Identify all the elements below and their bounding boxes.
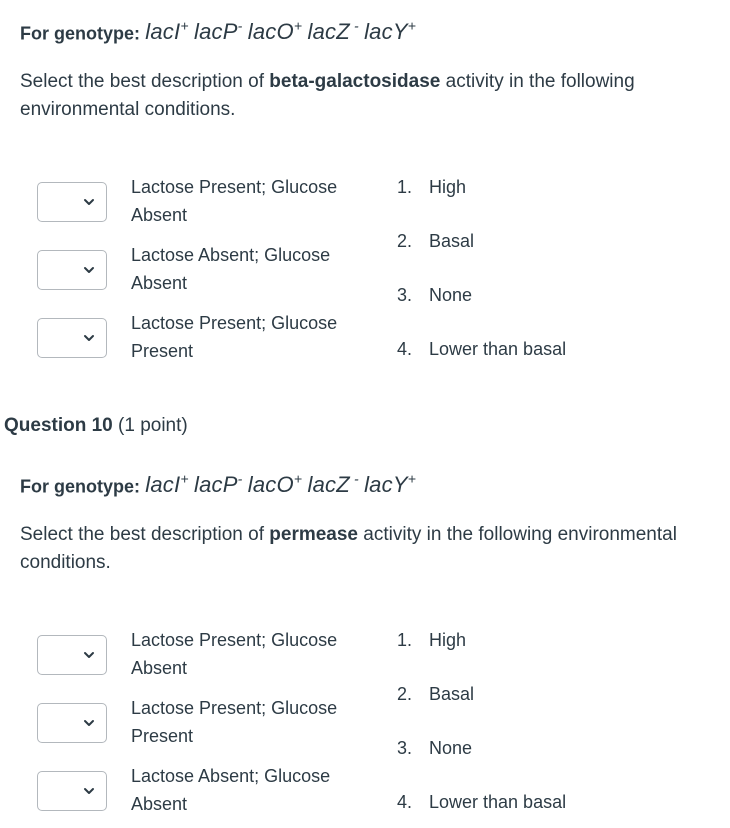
q9-genotype-line — [20, 18, 416, 45]
q10-genotype-lacp: lacP- — [194, 471, 243, 498]
chevron-down-icon — [82, 263, 96, 277]
q10-option-3: 3. None — [397, 738, 473, 758]
q9-genotype-laci: lacI+ — [145, 18, 189, 45]
q10-condition-1: Lactose Present; Glucose Absent — [131, 630, 338, 678]
chevron-down-icon — [82, 716, 96, 730]
q9-select-2[interactable] — [37, 250, 107, 290]
chevron-down-icon — [82, 648, 96, 662]
q10-genotype-lacy: lacY+ — [364, 471, 417, 498]
q9-prompt: Select the best description of beta-galactosidase activity in the following environmental conditions. — [20, 71, 635, 120]
q10-option-4: 4. Lower than basal — [397, 792, 567, 812]
q9-condition-2: Lactose Absent; Glucose Absent — [131, 245, 331, 293]
q9-genotype-label: For genotype: — [20, 23, 140, 44]
q9-select-3[interactable] — [37, 318, 107, 358]
chevron-down-icon — [82, 331, 96, 345]
q9-condition-3: Lactose Present; Glucose Present — [131, 313, 338, 361]
q10-condition-3: Lactose Absent; Glucose Absent — [131, 766, 331, 814]
q10-genotype-laci: lacI+ — [145, 471, 189, 498]
q10-option-1: 1. High — [397, 630, 467, 650]
q9-select-1[interactable] — [37, 182, 107, 222]
q10-genotype-label: For genotype: — [20, 476, 140, 497]
q10-points: (1 point) — [118, 415, 188, 436]
q9-condition-1: Lactose Present; Glucose Absent — [131, 177, 338, 225]
q10-select-2[interactable] — [37, 703, 107, 743]
q9-genotype-lacz: lacZ - — [307, 18, 359, 45]
q9-genotype-lacy: lacY+ — [364, 18, 417, 45]
q10-option-2: 2. Basal — [397, 684, 475, 704]
q10-title: Question 10 — [4, 415, 113, 436]
q9-genotype-lacp: lacP- — [194, 18, 243, 45]
q10-prompt-enzyme: permease — [269, 524, 358, 545]
q9-option-4: 4. Lower than basal — [397, 339, 567, 359]
q10-select-3[interactable] — [37, 771, 107, 811]
q9-option-2: 2. Basal — [397, 231, 475, 251]
q10-genotype-lacz: lacZ - — [307, 471, 359, 498]
q10-genotype-laco: lacO+ — [247, 471, 303, 498]
q9-prompt-enzyme: beta-galactosidase — [269, 71, 441, 92]
q9-option-1: 1. High — [397, 177, 467, 197]
q9-option-3: 3. None — [397, 285, 473, 305]
q9-genotype-laco: lacO+ — [247, 18, 303, 45]
q10-genotype-line — [20, 471, 416, 498]
q10-condition-2: Lactose Present; Glucose Present — [131, 698, 338, 746]
chevron-down-icon — [82, 784, 96, 798]
q10-prompt: Select the best description of permease activity in the following environmental conditions. — [20, 524, 677, 573]
q10-heading — [4, 415, 188, 437]
chevron-down-icon — [82, 195, 96, 209]
q10-select-1[interactable] — [37, 635, 107, 675]
